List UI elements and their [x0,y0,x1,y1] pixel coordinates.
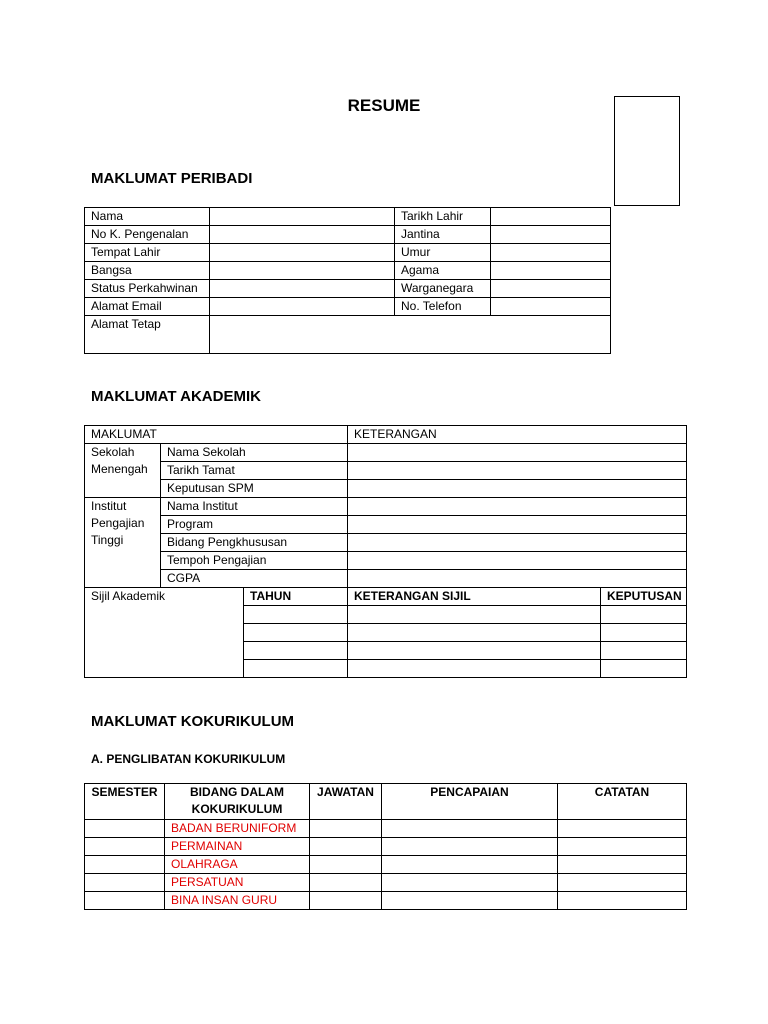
cocurriculum-subheading: A. PENGLIBATAN KOKURIKULUM [91,752,286,766]
cell[interactable] [558,892,687,910]
table-row [85,552,687,570]
cell[interactable] [601,606,687,624]
cell[interactable] [348,660,601,678]
cell[interactable] [310,856,382,874]
field-label: Umur [395,244,491,262]
column-header: TAHUN [244,588,348,606]
table-row [85,820,687,838]
photo-box [614,96,680,206]
field-label: Tempat Lahir [85,244,210,262]
table-row [85,534,687,552]
table-row [85,262,611,280]
cell[interactable] [558,874,687,892]
item-label: Tarikh Tamat [161,462,348,480]
field-name: OLAHRAGA [165,856,310,874]
field-value[interactable] [491,298,611,316]
cell[interactable] [85,874,165,892]
field-label: Bangsa [85,262,210,280]
cocurriculum-heading: MAKLUMAT KOKURIKULUM [91,713,295,730]
column-header: MAKLUMAT [85,426,348,444]
table-row [85,588,687,606]
field-value[interactable] [491,280,611,298]
table-row [85,208,611,226]
item-value[interactable] [348,552,687,570]
item-value[interactable] [348,462,687,480]
table-row [85,298,611,316]
field-label: Status Perkahwinan [85,280,210,298]
column-header: SEMESTER [85,784,165,820]
table-row [85,874,687,892]
institute-label: Institut Pengajian Tinggi [85,498,161,588]
cell[interactable] [310,838,382,856]
item-value[interactable] [348,480,687,498]
cell[interactable] [382,892,558,910]
cell[interactable] [244,660,348,678]
cell[interactable] [310,892,382,910]
personal-table [84,207,611,354]
cell[interactable] [244,606,348,624]
cell[interactable] [558,820,687,838]
column-header: CATATAN [558,784,687,820]
field-name: BADAN BERUNIFORM [165,820,310,838]
field-value[interactable] [210,298,395,316]
academic-table [84,425,687,678]
field-label: Alamat Tetap [85,316,210,354]
column-header: BIDANG DALAM KOKURIKULUM [165,784,310,820]
cell[interactable] [601,642,687,660]
field-label: No K. Pengenalan [85,226,210,244]
cell[interactable] [601,660,687,678]
cell[interactable] [382,838,558,856]
table-row [85,444,687,462]
item-label: CGPA [161,570,348,588]
table-row [85,462,687,480]
cert-label: Sijil Akademik [85,588,244,678]
table-row [85,226,611,244]
academic-heading: MAKLUMAT AKADEMIK [91,388,261,405]
table-row [85,498,687,516]
item-label: Nama Institut [161,498,348,516]
field-value[interactable] [210,208,395,226]
table-row [85,838,687,856]
table-row [85,316,611,354]
field-value[interactable] [210,262,395,280]
item-label: Keputusan SPM [161,480,348,498]
field-value[interactable] [491,262,611,280]
cell[interactable] [382,874,558,892]
cell[interactable] [558,856,687,874]
item-label: Bidang Pengkhususan [161,534,348,552]
field-name: PERMAINAN [165,838,310,856]
cell[interactable] [310,874,382,892]
table-row [85,784,687,820]
cell[interactable] [85,892,165,910]
cell[interactable] [85,838,165,856]
cell[interactable] [310,820,382,838]
item-value[interactable] [348,444,687,462]
field-label: Warganegara [395,280,491,298]
item-value[interactable] [348,516,687,534]
cell[interactable] [348,606,601,624]
column-header: PENCAPAIAN [382,784,558,820]
table-row [85,280,611,298]
field-value[interactable] [210,244,395,262]
field-value[interactable] [491,208,611,226]
cocurriculum-table [84,783,687,910]
field-name: BINA INSAN GURU [165,892,310,910]
cell[interactable] [348,624,601,642]
cell[interactable] [558,838,687,856]
cell[interactable] [382,820,558,838]
field-value[interactable] [491,226,611,244]
cell[interactable] [244,624,348,642]
table-row [85,244,611,262]
field-name: PERSATUAN [165,874,310,892]
item-value[interactable] [348,534,687,552]
field-value[interactable] [210,280,395,298]
school-label: Sekolah Menengah [85,444,161,498]
address-value[interactable] [210,316,611,354]
field-label: Alamat Email [85,298,210,316]
field-label: Tarikh Lahir [395,208,491,226]
personal-heading: MAKLUMAT PERIBADI [91,170,253,187]
field-value[interactable] [210,226,395,244]
field-label: Nama [85,208,210,226]
field-value[interactable] [491,244,611,262]
table-row [85,480,687,498]
cell[interactable] [85,820,165,838]
cell[interactable] [85,856,165,874]
table-row [85,426,687,444]
cell[interactable] [348,642,601,660]
column-header: JAWATAN [310,784,382,820]
table-row [85,856,687,874]
item-label: Nama Sekolah [161,444,348,462]
cell[interactable] [382,856,558,874]
table-row [85,892,687,910]
column-header: KETERANGAN [348,426,687,444]
cell[interactable] [601,624,687,642]
item-label: Tempoh Pengajian [161,552,348,570]
column-header: KEPUTUSAN [601,588,687,606]
column-header: KETERANGAN SIJIL [348,588,601,606]
item-value[interactable] [348,498,687,516]
item-value[interactable] [348,570,687,588]
table-row [85,570,687,588]
table-row [85,516,687,534]
cell[interactable] [244,642,348,660]
field-label: Agama [395,262,491,280]
item-label: Program [161,516,348,534]
page-title: RESUME [347,96,421,115]
field-label: Jantina [395,226,491,244]
field-label: No. Telefon [395,298,491,316]
